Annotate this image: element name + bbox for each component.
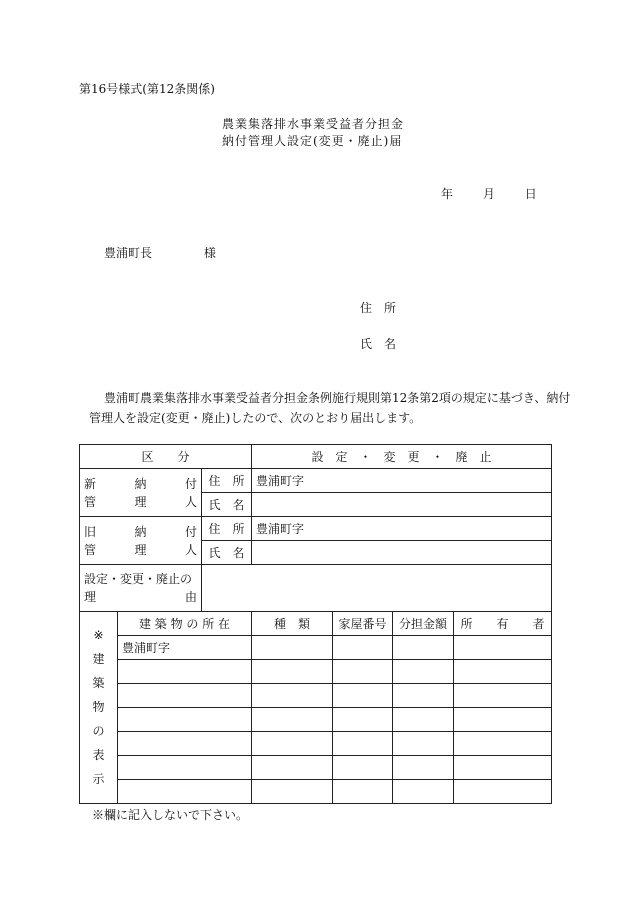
- form-title-line1: 農業集落排水事業受益者分担金: [222, 117, 405, 131]
- building-owner-cell[interactable]: [454, 732, 552, 756]
- date-line: [441, 185, 537, 202]
- addressee: [104, 244, 216, 261]
- new-manager-name-label: 氏 名: [202, 493, 252, 517]
- building-type-cell[interactable]: [252, 732, 333, 756]
- date-year-label: 年: [441, 187, 454, 201]
- building-owner-cell[interactable]: [454, 636, 552, 660]
- building-section-label: ※ 建 築 物 の 表 示: [80, 612, 118, 804]
- body-text-line1: 豊浦町農業集落排水事業受益者分担金条例施行規則第12条第2項の規定に基づき、納付: [104, 391, 571, 405]
- building-house-number-cell[interactable]: [333, 780, 393, 804]
- building-type-cell[interactable]: [252, 660, 333, 684]
- date-day-label: 日: [524, 187, 537, 201]
- building-house-number-cell[interactable]: [333, 684, 393, 708]
- reason-field[interactable]: [202, 565, 552, 612]
- building-type-cell[interactable]: [252, 636, 333, 660]
- building-type-cell[interactable]: [252, 756, 333, 780]
- old-manager-name-label: 氏 名: [202, 541, 252, 565]
- building-row: [80, 780, 552, 804]
- building-location-cell[interactable]: [118, 732, 252, 756]
- addressee-name: 豊浦町長: [104, 246, 153, 260]
- building-amount-cell[interactable]: [393, 660, 454, 684]
- footnote: ※欄に記入しないで下さい。: [92, 808, 249, 822]
- reason-label: 設定・変更・廃止の 理 由: [80, 565, 202, 612]
- header-action: 設 定 ・ 変 更 ・ 廃 止: [252, 445, 552, 469]
- building-owner-cell[interactable]: [454, 660, 552, 684]
- applicant-name-label: 氏 名: [360, 337, 397, 351]
- building-owner-header: 所 有 者: [454, 612, 552, 636]
- building-row: [80, 684, 552, 708]
- building-type-cell[interactable]: [252, 708, 333, 732]
- building-location-cell[interactable]: [118, 756, 252, 780]
- building-location-cell[interactable]: [118, 684, 252, 708]
- header-category: 区 分: [80, 445, 252, 469]
- building-location-cell[interactable]: [118, 780, 252, 804]
- old-manager-label: 旧 納 付 管 理 人: [80, 517, 202, 565]
- building-row: [80, 636, 552, 660]
- applicant-address-label: 住 所: [360, 301, 397, 315]
- building-amount-cell[interactable]: [393, 684, 454, 708]
- building-house-number-cell[interactable]: [333, 732, 393, 756]
- notification-table: [79, 444, 552, 804]
- building-row: [80, 732, 552, 756]
- building-location-cell[interactable]: 豊浦町字: [118, 636, 252, 660]
- old-manager-name-field[interactable]: [252, 541, 552, 565]
- building-house-number-cell[interactable]: [333, 660, 393, 684]
- building-row: [80, 660, 552, 684]
- building-owner-cell[interactable]: [454, 756, 552, 780]
- old-manager-address-field[interactable]: 豊浦町字: [252, 517, 552, 541]
- building-owner-cell[interactable]: [454, 708, 552, 732]
- building-type-cell[interactable]: [252, 684, 333, 708]
- new-manager-address-label: 住 所: [202, 469, 252, 493]
- addressee-honorific: 様: [203, 246, 216, 260]
- building-location-cell[interactable]: [118, 708, 252, 732]
- new-manager-name-field[interactable]: [252, 493, 552, 517]
- building-amount-cell[interactable]: [393, 708, 454, 732]
- building-owner-cell[interactable]: [454, 684, 552, 708]
- building-amount-cell[interactable]: [393, 780, 454, 804]
- old-manager-address-label: 住 所: [202, 517, 252, 541]
- building-amount-cell[interactable]: [393, 732, 454, 756]
- building-type-header: 種 類: [252, 612, 333, 636]
- body-text-line2: 管理人を設定(変更・廃止)したので、次のとおり届出します。: [89, 411, 422, 425]
- building-location-cell[interactable]: [118, 660, 252, 684]
- building-row: [80, 708, 552, 732]
- building-amount-header: 分担金額: [393, 612, 454, 636]
- new-manager-label: 新 納 付 管 理 人: [80, 469, 202, 517]
- building-house-number-cell[interactable]: [333, 636, 393, 660]
- building-house-number-cell[interactable]: [333, 756, 393, 780]
- building-row: [80, 756, 552, 780]
- building-owner-cell[interactable]: [454, 780, 552, 804]
- building-amount-cell[interactable]: [393, 636, 454, 660]
- building-house-number-cell[interactable]: [333, 708, 393, 732]
- building-type-cell[interactable]: [252, 780, 333, 804]
- form-title-line2: 納付管理人設定(変更・廃止)届: [222, 134, 403, 148]
- building-location-header: 建 築 物 の 所 在: [118, 612, 252, 636]
- date-month-label: 月: [482, 187, 495, 201]
- form-number: 第16号様式(第12条関係): [79, 82, 215, 96]
- new-manager-address-field[interactable]: 豊浦町字: [252, 469, 552, 493]
- building-house-number-header: 家屋番号: [333, 612, 393, 636]
- building-amount-cell[interactable]: [393, 756, 454, 780]
